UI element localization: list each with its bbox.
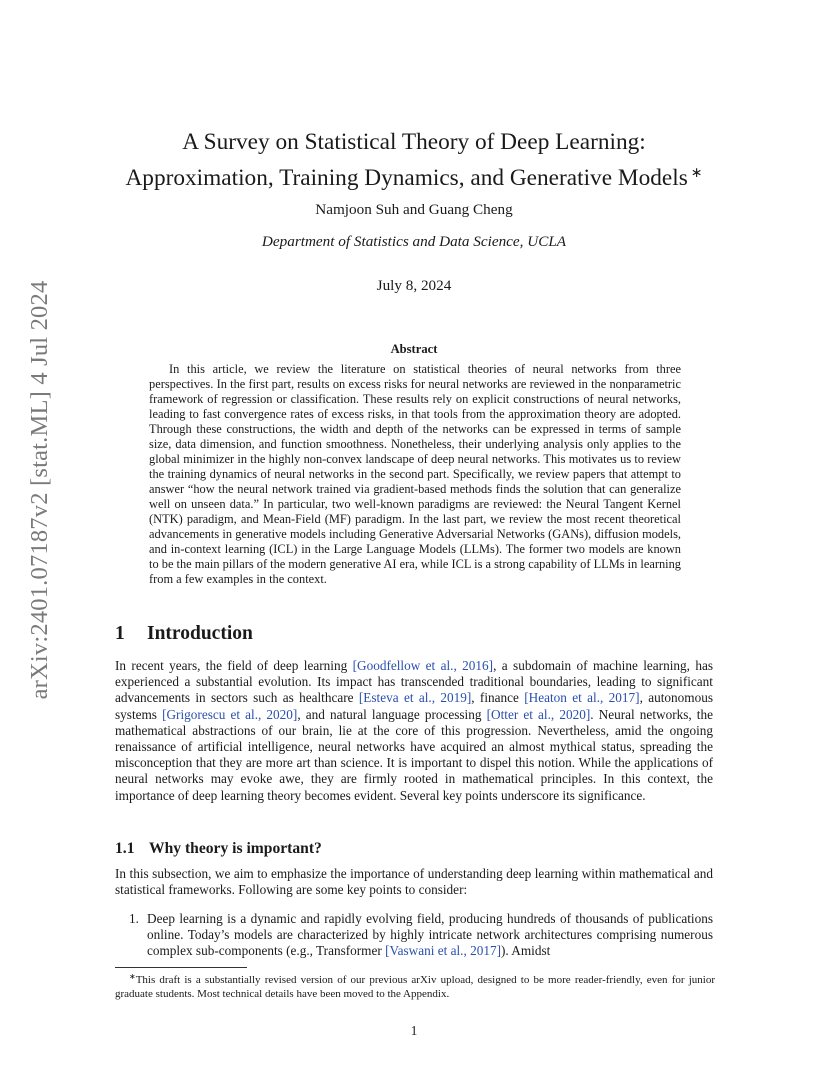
abstract-heading: Abstract [390, 342, 438, 356]
citation-esteva[interactable]: [Esteva et al., 2019] [358, 690, 472, 706]
citation-goodfellow[interactable]: [Goodfellow et al., 2016] [352, 658, 494, 673]
title-line-2-text: Approximation, Training Dynamics, and Generative Models [125, 165, 688, 191]
citation-otter[interactable]: [Otter et al., 2020] [486, 706, 591, 722]
list-item [115, 911, 713, 960]
citation-vaswani[interactable]: [Vaswani et al., 2017] [385, 943, 501, 959]
section-heading-introduction [115, 623, 253, 645]
footnote-rule [115, 967, 247, 968]
authors: Namjoon Suh and Guang Cheng [315, 201, 513, 218]
section-title: Introduction [147, 623, 253, 644]
title-line-1: A Survey on Statistical Theory of Deep Learning: [182, 129, 646, 155]
intro-text-4: , autonomous systems [115, 690, 713, 722]
footnote [115, 970, 715, 1001]
intro-text-6: . Neural networks, the mathematical abstractions of our brain, lie at the core of this progression. Nevertheless, amid the ongoing renaissance of artificial intelligence, neural networks have acquired an almost mythical status, spreading the misconception that they are more art than science. It is important to dispel this notion. While the applications of neural networks may evoke awe, they are firmly rooted in mathematical principles. In this context, the importance of deep learning theory becomes evident. Several key points underscore its significance. [115, 706, 713, 803]
arxiv-stamp-text: arXiv:2401.07187v2 [stat.ML] 4 Jul 2024 [26, 280, 53, 700]
subsection-heading-why-theory [115, 840, 322, 858]
footnote-mark: ∗ [129, 972, 136, 981]
title-footnote-mark[interactable]: ∗ [690, 166, 703, 181]
list-item-marker: 1. [129, 911, 139, 926]
intro-paragraph [115, 658, 713, 804]
intro-text-1: In recent years, the field of deep learning [115, 658, 353, 673]
citation-grigorescu[interactable]: [Grigorescu et al., 2020] [162, 706, 298, 722]
paper-title [0, 126, 828, 194]
footnote-text: This draft is a substantially revised version of our previous arXiv upload, designed to be more reader-friendly, even for junior graduate students. Most technical details have been moved to the Appendix. [115, 974, 715, 1000]
title-line-2 [0, 158, 828, 194]
subsection-title: Why theory is important? [149, 840, 322, 857]
key-points-list [115, 911, 713, 960]
intro-text-2: , a subdomain of machine learning, has experienced a substantial evolution. Its impact has transcended traditional boundaries, leading to significant advancements in sectors such as healthcare [115, 658, 713, 706]
page-number: 1 [410, 1023, 418, 1038]
citation-heaton[interactable]: [Heaton et al., 2017] [524, 690, 640, 706]
subsection-paragraph: In this subsection, we aim to emphasize the importance of understanding deep learning within mathematical and statistical frameworks. Following are some key points to consider: [115, 866, 713, 898]
publication-date: July 8, 2024 [376, 277, 452, 294]
section-number: 1 [115, 623, 125, 644]
intro-text-5: , and natural language processing [297, 706, 487, 722]
abstract-text: In this article, we review the literature on statistical theories of neural networks from three perspectives. In the first part, results on excess risks for neural networks are reviewed in the nonparametric framework of regression or classification. These results rely on explicit constructions of neural networks, leading to fast convergence rates of excess risks, in that tools from the approximation theory are adopted. Through these constructions, the width and depth of the networks can be expressed in terms of sample size, data dimension, and function smoothness. Nonetheless, their underlying analysis only applies to the global minimizer in the highly non-convex landscape of deep neural networks. This motivates us to review the training dynamics of neural networks in the second part. Specifically, we review papers that attempt to answer “how the neural network trained via gradient-based methods finds the solution that can generalize well on unseen data.” In particular, two well-known paradigms are reviewed: the Neural Tangent Kernel (NTK) paradigm, and Mean-Field (MF) paradigm. In the last part, we review the most recent theoretical advancements in generative models including Generative Adversarial Networks (GANs), diffusion models, and in-context learning (ICL) in the Large Language Models (LLMs). The former two models are known to be the main pillars of the modern generative AI era, while ICL is a strong capability of LLMs in learning from a few examples in the context. [149, 362, 681, 586]
affiliation: Department of Statistics and Data Science, UCLA [261, 233, 567, 250]
subsection-number: 1.1 [115, 840, 135, 857]
list-item-text-1: Deep learning is a dynamic and rapidly evolving field, producing hundreds of thousands of publications online. Today’s models are characterized by highly intricate network architectures comprising numerous complex sub-components (e.g., Transformer [147, 911, 713, 959]
intro-text-3: , finance [471, 690, 525, 706]
list-item-text-2: ). Amidst [501, 943, 551, 959]
